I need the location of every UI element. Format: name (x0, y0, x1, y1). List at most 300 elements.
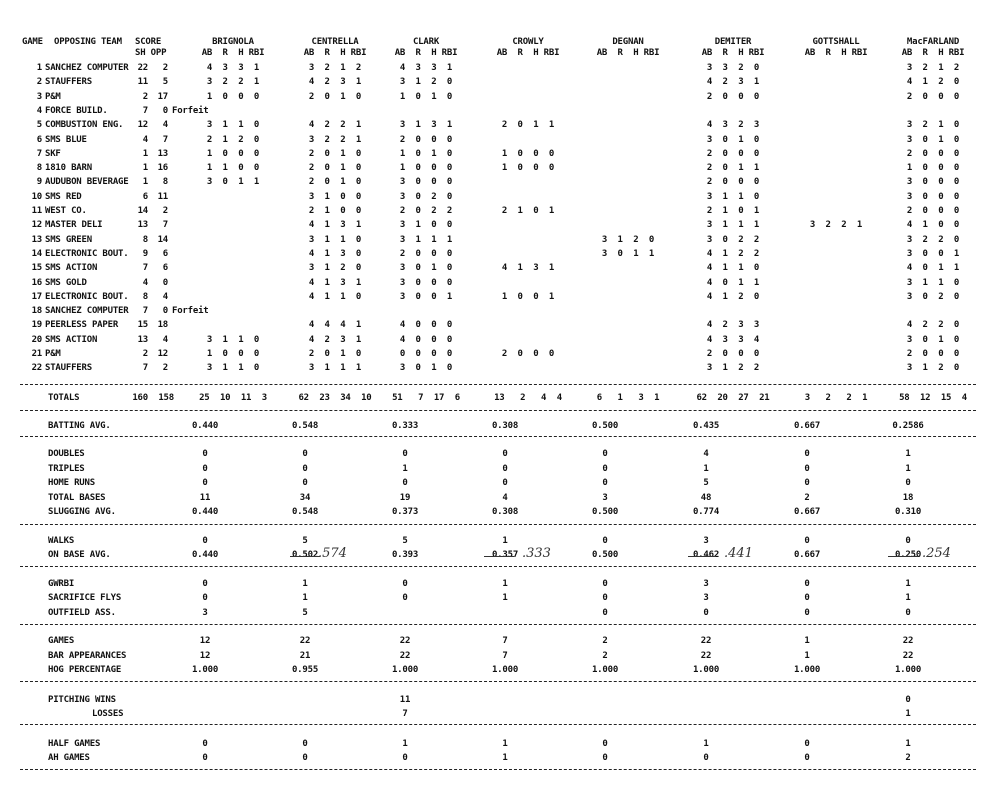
game-number: 21 (31, 349, 42, 359)
player-game-line: 2 0 1 1 (501, 120, 555, 131)
dashed-divider (20, 410, 976, 411)
player-game-line: 0 0 0 0 (399, 349, 453, 359)
stat-value: 19 (399, 493, 411, 503)
header-player-name: MacFARLAND (906, 37, 960, 47)
game-number: 6 (36, 134, 42, 145)
player-game-line: 3 0 2 0 (399, 191, 453, 202)
player-game-line: 4 1 3 1 (308, 277, 362, 288)
dashed-divider (20, 624, 976, 625)
stat-value: 5 (402, 536, 408, 546)
forfeit-note: Forfeit (172, 105, 209, 116)
player-game-line: 4 2 3 3 (706, 320, 760, 331)
stat-value: 0.250 (894, 550, 922, 560)
player-game-line: 3 1 1 0 (206, 363, 260, 374)
game-number: 4 (36, 105, 42, 116)
game-number: 1 (36, 63, 42, 73)
score-sh: 4 (142, 277, 148, 288)
dashed-divider (20, 769, 976, 770)
stat-label: TRIPLES (48, 464, 85, 474)
player-game-line: 4 1 0 0 (906, 220, 960, 231)
stat-value: 1 (502, 536, 508, 546)
player-game-line: 3 1 1 0 (906, 277, 960, 288)
stat-value: 3 (703, 593, 709, 603)
player-game-line: 2 0 1 1 (706, 163, 760, 174)
score-opp: 2 (162, 206, 168, 216)
stat-value: 1 (302, 593, 308, 603)
stat-label: HOG PERCENTAGE (48, 665, 122, 675)
strike-through (688, 556, 716, 557)
player-game-line: 1 0 0 0 (206, 148, 260, 159)
opposing-team: 1810 BARN (45, 163, 92, 174)
player-game-line: 3 2 2 0 (906, 234, 960, 245)
player-game-line: 3 0 0 0 (906, 191, 960, 202)
stat-value: 1.000 (491, 665, 519, 675)
stat-value: 3 (202, 608, 208, 618)
totals-opp: 158 (158, 393, 174, 403)
player-game-line: 3 1 1 0 (206, 120, 260, 131)
stat-value: 0 (402, 478, 408, 488)
stat-value: 0 (202, 579, 208, 589)
player-game-line: 3 1 1 0 (206, 334, 260, 345)
player-game-line: 3 1 2 0 (906, 363, 960, 374)
stat-value: 0 (804, 536, 810, 546)
stat-value: 0.667 (793, 550, 821, 560)
player-game-line: 2 0 0 0 (501, 349, 555, 359)
player-game-line: 4 3 3 4 (706, 334, 760, 345)
stat-value: 2 (905, 753, 911, 763)
score-sh: 8 (142, 234, 148, 245)
player-game-line: 1 0 0 1 (501, 291, 555, 302)
stat-value: 0 (202, 464, 208, 474)
stat-label: TOTAL BASES (48, 493, 106, 503)
header-player-name: DEGNAN (612, 37, 644, 47)
stat-value: 0 (804, 478, 810, 488)
player-game-line: 3 2 2 1 (308, 134, 362, 145)
score-opp: 6 (162, 248, 168, 259)
player-totals: 25 10 11 3 (199, 393, 267, 403)
player-game-line: 2 0 0 0 (706, 91, 760, 102)
game-number: 10 (31, 191, 42, 202)
player-game-line: 3 0 1 1 (206, 177, 260, 188)
stat-label: BATTING AVG. (48, 421, 111, 431)
score-sh: 22 (137, 63, 148, 73)
stat-value: 2 (804, 493, 810, 503)
opposing-team: ELECTRONIC BOUT. (45, 291, 129, 302)
player-game-line: 3 2 1 2 (906, 63, 960, 73)
stat-value: 0 (905, 478, 911, 488)
score-opp: 0 (162, 277, 168, 288)
opposing-team: STAUFFERS (45, 363, 92, 374)
stat-value: 0.440 (191, 550, 219, 560)
game-number: 3 (36, 91, 42, 102)
player-game-line: 2 0 1 0 (308, 177, 362, 188)
player-game-line: 2 1 0 1 (706, 206, 760, 216)
stat-value: 21 (299, 651, 311, 661)
stat-value: 1.000 (692, 665, 720, 675)
stat-value: 0 (402, 579, 408, 589)
player-game-line: 4 0 0 0 (399, 334, 453, 345)
stat-value: 1 (905, 739, 911, 749)
player-totals: 58 12 15 4 (899, 393, 967, 403)
stat-value: 0 (703, 608, 709, 618)
score-sh: 7 (142, 306, 148, 317)
opposing-team: SMS GREEN (45, 234, 92, 245)
player-game-line: 3 1 1 1 (706, 220, 760, 231)
stat-value: 0 (602, 739, 608, 749)
stat-value: 0.955 (291, 665, 319, 675)
player-totals: 62 20 27 21 (696, 393, 770, 403)
stat-value: 0.440 (191, 421, 219, 431)
stat-value: 1 (502, 739, 508, 749)
score-sh: 15 (137, 320, 148, 331)
opposing-team: SANCHEZ COMPUTER (45, 306, 129, 317)
score-sh: 6 (142, 191, 148, 202)
player-game-line: 4 3 3 1 (399, 63, 453, 73)
stat-value: 2 (602, 651, 608, 661)
score-opp: 16 (157, 163, 168, 174)
stat-value: 0.548 (291, 421, 319, 431)
totals-sh: 160 (132, 393, 148, 403)
stat-value: 1 (804, 636, 810, 646)
header-ab-r-h-rbi: AB R H RBI (596, 48, 660, 58)
game-number: 14 (31, 248, 42, 259)
stat-label: BAR APPEARANCES (48, 651, 127, 661)
game-number: 22 (31, 363, 42, 374)
stat-value: 0 (804, 739, 810, 749)
dashed-divider (20, 384, 976, 385)
stat-value: 1 (502, 753, 508, 763)
player-game-line: 1 0 0 0 (906, 163, 960, 174)
stat-value: 12 (199, 651, 211, 661)
player-game-line: 1 1 0 0 (206, 163, 260, 174)
player-game-line: 3 1 1 0 (308, 234, 362, 245)
player-game-line: 4 2 3 1 (706, 77, 760, 88)
stat-value: 0.774 (692, 507, 720, 517)
player-game-line: 2 0 0 0 (399, 134, 453, 145)
score-opp: 0 (162, 306, 168, 317)
score-opp: 8 (162, 177, 168, 188)
score-sh: 13 (137, 334, 148, 345)
player-game-line: 3 1 1 0 (706, 191, 760, 202)
player-game-line: 4 1 1 0 (706, 263, 760, 274)
player-game-line: 2 0 0 0 (399, 248, 453, 259)
opposing-team: FORCE BUILD. (45, 105, 108, 116)
opposing-team: P&M (45, 349, 61, 359)
score-sh: 11 (137, 77, 148, 88)
player-game-line: 2 0 0 0 (706, 177, 760, 188)
stat-value: 1 (905, 464, 911, 474)
stat-value: 1 (703, 739, 709, 749)
player-game-line: 3 0 0 0 (399, 277, 453, 288)
score-sh: 7 (142, 105, 148, 116)
dashed-divider (20, 436, 976, 437)
player-game-line: 3 1 0 0 (308, 191, 362, 202)
score-opp: 4 (162, 120, 168, 131)
stat-value: 0 (202, 449, 208, 459)
stat-value: 0 (602, 478, 608, 488)
stat-value: 0.393 (391, 550, 419, 560)
player-game-line: 3 2 2 1 (206, 77, 260, 88)
stat-value: 22 (902, 636, 914, 646)
player-game-line: 4 1 2 2 (706, 248, 760, 259)
game-number: 15 (31, 263, 42, 274)
stat-label: SLUGGING AVG. (48, 507, 116, 517)
stat-label: OUTFIELD ASS. (48, 608, 116, 618)
opposing-team: MASTER DELI (45, 220, 103, 231)
header-score: SCORE (135, 37, 162, 47)
score-sh: 7 (142, 263, 148, 274)
score-sh: 1 (142, 163, 148, 174)
strike-through (484, 556, 514, 557)
stat-label: ON BASE AVG. (48, 550, 111, 560)
player-game-line: 3 1 2 0 (601, 234, 655, 245)
score-opp: 6 (162, 263, 168, 274)
stat-value: 1 (905, 709, 911, 719)
score-sh: 13 (137, 220, 148, 231)
stat-value: 34 (299, 493, 311, 503)
handwritten-correction: .254 (922, 546, 951, 561)
stat-value: 0 (402, 449, 408, 459)
player-game-line: 3 2 1 2 (308, 63, 362, 73)
opposing-team: ELECTRONIC BOUT. (45, 248, 129, 259)
stat-value: 0 (202, 593, 208, 603)
score-opp: 14 (157, 234, 168, 245)
player-totals: 51 7 17 6 (392, 393, 460, 403)
stat-label: HALF GAMES (48, 739, 101, 749)
player-game-line: 3 0 2 2 (706, 234, 760, 245)
stat-label: GAMES (48, 636, 75, 646)
stat-value: 0 (602, 449, 608, 459)
player-game-line: 3 1 1 1 (399, 234, 453, 245)
score-opp: 7 (162, 220, 168, 231)
score-opp: 4 (162, 334, 168, 345)
stat-value: 0 (502, 464, 508, 474)
stat-value: 0 (602, 579, 608, 589)
player-game-line: 4 4 4 1 (308, 320, 362, 331)
player-game-line: 3 0 1 0 (399, 263, 453, 274)
header-ab-r-h-rbi: AB R H RBI (303, 48, 367, 58)
dashed-divider (20, 681, 976, 682)
stat-value: 22 (399, 636, 411, 646)
game-number: 16 (31, 277, 42, 288)
stat-value: 0.667 (793, 421, 821, 431)
player-game-line: 1 0 1 0 (399, 91, 453, 102)
score-opp: 13 (157, 148, 168, 159)
player-game-line: 3 0 0 0 (906, 177, 960, 188)
stat-label: DOUBLES (48, 449, 85, 459)
opposing-team: SMS ACTION (45, 263, 98, 274)
player-game-line: 3 2 1 0 (906, 120, 960, 131)
stat-value: 5 (302, 536, 308, 546)
stat-value: 0 (905, 695, 911, 705)
game-number: 11 (31, 206, 42, 216)
stat-value: 1 (502, 579, 508, 589)
header-player-name: DEMITER (714, 37, 752, 47)
opposing-team: PEERLESS PAPER (45, 320, 119, 331)
stat-value: 0 (804, 464, 810, 474)
player-game-line: 3 0 1 0 (906, 134, 960, 145)
score-opp: 4 (162, 291, 168, 302)
stat-value: 7 (502, 636, 508, 646)
score-opp: 0 (162, 105, 168, 116)
forfeit-note: Forfeit (172, 306, 209, 317)
header-ab-r-h-rbi: AB R H RBI (496, 48, 560, 58)
stat-value: 22 (399, 651, 411, 661)
stat-value: 0 (602, 536, 608, 546)
player-game-line: 3 0 1 1 (601, 248, 655, 259)
stat-value: 7 (402, 709, 408, 719)
stat-value: 0.500 (591, 421, 619, 431)
stat-value: 0 (202, 478, 208, 488)
player-game-line: 2 0 0 0 (906, 206, 960, 216)
stat-value: 1 (402, 739, 408, 749)
stat-value: 3 (602, 493, 608, 503)
header-ab-r-h-rbi: AB R H RBI (701, 48, 765, 58)
handwritten-correction: .574 (318, 546, 347, 561)
player-totals: 13 2 4 4 (494, 393, 562, 403)
stat-value: 0 (905, 608, 911, 618)
player-game-line: 2 0 0 0 (906, 91, 960, 102)
player-game-line: 2 0 1 0 (308, 91, 362, 102)
player-game-line: 4 1 3 0 (308, 248, 362, 259)
stat-value: 5 (302, 608, 308, 618)
game-number: 17 (31, 291, 42, 302)
header-ab-r-h-rbi: AB R H RBI (201, 48, 265, 58)
opposing-team: SMS ACTION (45, 334, 98, 345)
opposing-team: SKF (45, 148, 61, 159)
stat-value: 0 (804, 449, 810, 459)
player-game-line: 3 2 2 1 (809, 220, 863, 231)
player-game-line: 1 0 0 0 (399, 163, 453, 174)
player-game-line: 2 0 1 0 (308, 349, 362, 359)
header-player-name: CROWLY (512, 37, 544, 47)
strike-through (290, 556, 320, 557)
player-game-line: 4 1 2 0 (906, 77, 960, 88)
player-game-line: 3 0 1 0 (399, 363, 453, 374)
player-game-line: 2 0 2 2 (399, 206, 453, 216)
stat-value: 1.000 (391, 665, 419, 675)
score-sh: 2 (142, 349, 148, 359)
score-sh: 2 (142, 91, 148, 102)
stat-value: 0 (804, 593, 810, 603)
player-game-line: 1 0 0 0 (206, 91, 260, 102)
player-game-line: 2 1 2 0 (206, 134, 260, 145)
stat-value: 1 (302, 579, 308, 589)
game-number: 12 (31, 220, 42, 231)
player-totals: 62 23 34 10 (298, 393, 372, 403)
totals-label: TOTALS (48, 393, 80, 403)
stat-value: 1 (905, 579, 911, 589)
stat-value: 0 (602, 593, 608, 603)
stat-value: 2 (602, 636, 608, 646)
stat-value: 0.500 (591, 550, 619, 560)
stat-value: 0 (302, 739, 308, 749)
stat-value: 0 (602, 753, 608, 763)
stat-value: 22 (299, 636, 311, 646)
header-player-name: CENTRELLA (311, 37, 359, 47)
player-game-line: 3 1 2 0 (308, 263, 362, 274)
dashed-divider (20, 524, 976, 525)
stat-value: 0.502 (291, 550, 319, 560)
player-game-line: 3 1 1 1 (308, 363, 362, 374)
stat-value: 0.308 (491, 507, 519, 517)
stat-value: 0 (402, 753, 408, 763)
stat-label: GWRBI (48, 579, 75, 589)
stat-value: 1.000 (894, 665, 922, 675)
header-player-name: GOTTSHALL (812, 37, 860, 47)
stat-value: 1.000 (191, 665, 219, 675)
header-ab-r-h-rbi: AB R H RBI (804, 48, 868, 58)
player-game-line: 3 0 0 1 (906, 248, 960, 259)
stat-value: 22 (700, 651, 712, 661)
player-game-line: 4 2 3 1 (308, 77, 362, 88)
player-game-line: 1 0 0 0 (501, 163, 555, 174)
game-number: 13 (31, 234, 42, 245)
header-player-name: BRIGNOLA (212, 37, 254, 47)
stat-value: 0.500 (591, 507, 619, 517)
score-sh: 1 (142, 177, 148, 188)
player-game-line: 2 0 0 0 (906, 349, 960, 359)
stat-value: 0 (703, 753, 709, 763)
player-game-line: 2 0 1 0 (308, 163, 362, 174)
score-sh: 12 (137, 120, 148, 131)
stat-value: 0 (502, 449, 508, 459)
score-sh: 4 (142, 134, 148, 145)
score-opp: 2 (162, 63, 168, 73)
stat-value: 1 (905, 449, 911, 459)
game-number: 2 (36, 77, 42, 88)
opposing-team: SMS RED (45, 191, 82, 202)
stat-value: 0.548 (291, 507, 319, 517)
stat-value: 0 (804, 608, 810, 618)
stat-value: 0 (602, 608, 608, 618)
game-number: 9 (36, 177, 42, 188)
player-game-line: 4 3 2 3 (706, 120, 760, 131)
opposing-team: STAUFFERS (45, 77, 92, 88)
stat-value: 0.435 (692, 421, 720, 431)
player-game-line: 3 0 0 1 (399, 291, 453, 302)
opposing-team: AUDUBON BEVERAGE (45, 177, 129, 188)
stat-value: 48 (700, 493, 712, 503)
stat-value: 0 (202, 536, 208, 546)
score-opp: 5 (162, 77, 168, 88)
opposing-team: P&M (45, 91, 61, 102)
stat-label: HOME RUNS (48, 478, 95, 488)
score-sh: 8 (142, 291, 148, 302)
handwritten-correction: .441 (724, 546, 753, 561)
player-game-line: 3 0 0 0 (399, 177, 453, 188)
stat-label: AH GAMES (48, 753, 90, 763)
stat-value: 1 (804, 651, 810, 661)
score-opp: 11 (157, 191, 168, 202)
stat-label: SACRIFICE FLYS (48, 593, 122, 603)
player-game-line: 4 1 2 0 (706, 291, 760, 302)
stat-value: 1 (402, 464, 408, 474)
stat-label: LOSSES (92, 709, 124, 719)
player-totals: 3 2 2 1 (804, 393, 868, 403)
player-game-line: 4 0 1 1 (706, 277, 760, 288)
stat-value: 0 (905, 536, 911, 546)
stat-value: 0 (202, 739, 208, 749)
stat-value: 0 (402, 593, 408, 603)
dashed-divider (20, 566, 976, 567)
player-game-line: 2 0 0 0 (706, 148, 760, 159)
stat-value: 18 (902, 493, 914, 503)
stat-value: 1 (703, 464, 709, 474)
handwritten-correction: .333 (522, 546, 551, 561)
game-number: 8 (36, 163, 42, 174)
stat-value: 0 (302, 753, 308, 763)
